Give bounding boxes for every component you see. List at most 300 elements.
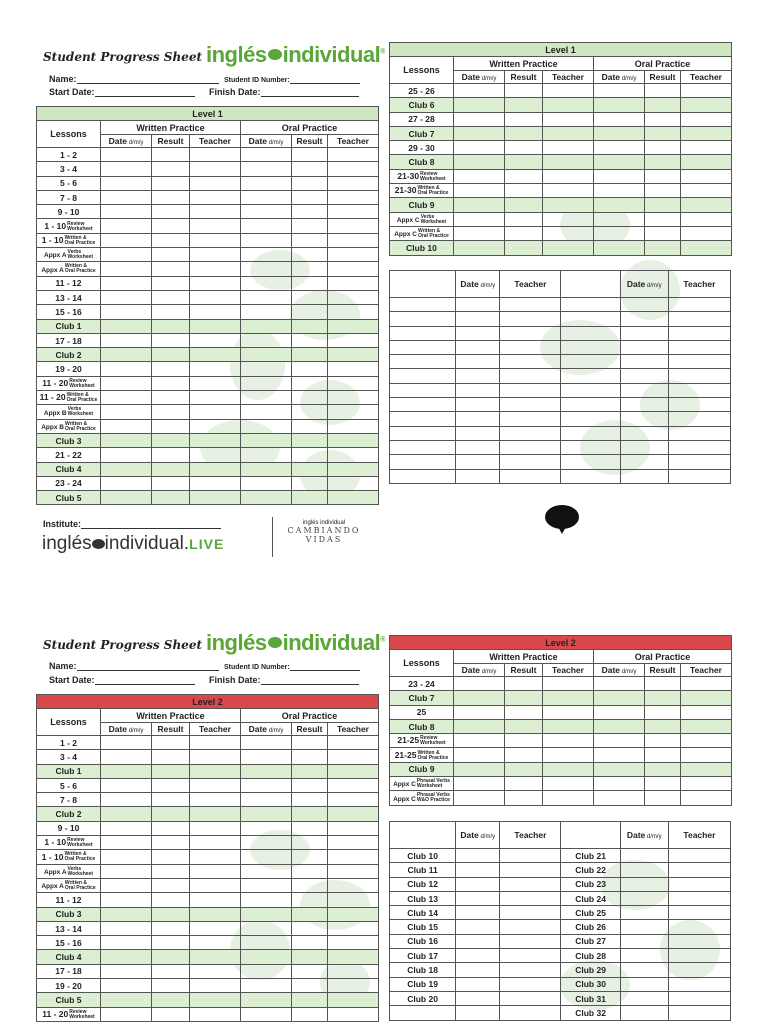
entry-cell[interactable]	[241, 148, 292, 162]
entry-cell[interactable]	[241, 405, 292, 419]
entry-cell[interactable]	[328, 1007, 379, 1021]
entry-cell[interactable]	[152, 850, 190, 864]
entry-cell[interactable]	[292, 764, 328, 778]
entry-cell[interactable]	[190, 993, 241, 1007]
entry-cell[interactable]	[500, 426, 561, 440]
entry-cell[interactable]	[620, 398, 668, 412]
entry-cell[interactable]	[505, 791, 543, 805]
entry-cell[interactable]	[241, 290, 292, 304]
entry-cell[interactable]	[456, 469, 500, 483]
entry-cell[interactable]	[328, 376, 379, 390]
entry-cell[interactable]	[645, 748, 681, 762]
finish-date-field[interactable]	[209, 87, 359, 97]
entry-cell[interactable]	[500, 469, 561, 483]
entry-cell[interactable]	[241, 205, 292, 219]
entry-cell[interactable]	[101, 391, 152, 405]
entry-cell[interactable]	[152, 362, 190, 376]
entry-cell[interactable]	[645, 98, 681, 112]
entry-cell[interactable]	[152, 262, 190, 276]
entry-cell[interactable]	[101, 162, 152, 176]
entry-cell[interactable]	[152, 893, 190, 907]
entry-cell[interactable]	[668, 977, 730, 991]
entry-cell[interactable]	[620, 963, 668, 977]
entry-cell[interactable]	[152, 921, 190, 935]
entry-cell[interactable]	[101, 778, 152, 792]
entry-cell[interactable]	[328, 348, 379, 362]
entry-cell[interactable]	[505, 84, 543, 98]
entry-cell[interactable]	[454, 141, 505, 155]
entry-cell[interactable]	[190, 419, 241, 433]
entry-cell[interactable]	[241, 893, 292, 907]
entry-cell[interactable]	[152, 176, 190, 190]
entry-cell[interactable]	[292, 964, 328, 978]
entry-cell[interactable]	[328, 162, 379, 176]
entry-cell[interactable]	[101, 405, 152, 419]
entry-cell[interactable]	[500, 949, 561, 963]
entry-cell[interactable]	[152, 836, 190, 850]
entry-cell[interactable]	[190, 276, 241, 290]
entry-cell[interactable]	[152, 1007, 190, 1021]
entry-cell[interactable]	[190, 1007, 241, 1021]
entry-cell[interactable]	[152, 462, 190, 476]
entry-cell[interactable]	[241, 993, 292, 1007]
entry-cell[interactable]	[681, 112, 732, 126]
entry-cell[interactable]	[500, 383, 561, 397]
entry-cell[interactable]	[152, 276, 190, 290]
entry-cell[interactable]	[241, 964, 292, 978]
entry-cell[interactable]	[594, 691, 645, 705]
entry-cell[interactable]	[500, 920, 561, 934]
entry-cell[interactable]	[292, 176, 328, 190]
entry-cell[interactable]	[500, 326, 561, 340]
entry-cell[interactable]	[152, 190, 190, 204]
entry-cell[interactable]	[241, 864, 292, 878]
entry-cell[interactable]	[190, 907, 241, 921]
entry-cell[interactable]	[543, 691, 594, 705]
entry-cell[interactable]	[241, 736, 292, 750]
entry-cell[interactable]	[500, 312, 561, 326]
entry-cell[interactable]	[328, 462, 379, 476]
entry-cell[interactable]	[328, 836, 379, 850]
entry-cell[interactable]	[681, 777, 732, 791]
entry-cell[interactable]	[681, 141, 732, 155]
entry-cell[interactable]	[500, 298, 561, 312]
entry-cell[interactable]	[241, 276, 292, 290]
entry-cell[interactable]	[681, 98, 732, 112]
entry-cell[interactable]	[620, 863, 668, 877]
entry-cell[interactable]	[292, 219, 328, 233]
entry-cell[interactable]	[543, 719, 594, 733]
entry-cell[interactable]	[101, 433, 152, 447]
entry-cell[interactable]	[668, 849, 730, 863]
entry-cell[interactable]	[668, 877, 730, 891]
entry-cell[interactable]	[152, 936, 190, 950]
entry-cell[interactable]	[241, 319, 292, 333]
entry-cell[interactable]	[681, 226, 732, 240]
entry-cell[interactable]	[101, 290, 152, 304]
finish-date-field-2[interactable]	[209, 675, 359, 685]
entry-cell[interactable]	[456, 455, 500, 469]
entry-cell[interactable]	[241, 348, 292, 362]
entry-cell[interactable]	[505, 762, 543, 776]
entry-cell[interactable]	[668, 963, 730, 977]
student-id-field[interactable]	[224, 75, 360, 84]
entry-cell[interactable]	[292, 491, 328, 505]
entry-cell[interactable]	[543, 791, 594, 805]
entry-cell[interactable]	[190, 979, 241, 993]
entry-cell[interactable]	[328, 807, 379, 821]
entry-cell[interactable]	[681, 169, 732, 183]
entry-cell[interactable]	[505, 212, 543, 226]
entry-cell[interactable]	[292, 736, 328, 750]
entry-cell[interactable]	[645, 155, 681, 169]
entry-cell[interactable]	[101, 448, 152, 462]
entry-cell[interactable]	[668, 920, 730, 934]
entry-cell[interactable]	[101, 979, 152, 993]
entry-cell[interactable]	[152, 993, 190, 1007]
entry-cell[interactable]	[292, 419, 328, 433]
entry-cell[interactable]	[456, 298, 500, 312]
entry-cell[interactable]	[101, 936, 152, 950]
entry-cell[interactable]	[190, 850, 241, 864]
entry-cell[interactable]	[328, 448, 379, 462]
entry-cell[interactable]	[152, 736, 190, 750]
entry-cell[interactable]	[328, 205, 379, 219]
entry-cell[interactable]	[454, 212, 505, 226]
entry-cell[interactable]	[543, 98, 594, 112]
entry-cell[interactable]	[505, 748, 543, 762]
entry-cell[interactable]	[500, 355, 561, 369]
entry-cell[interactable]	[190, 736, 241, 750]
entry-cell[interactable]	[190, 219, 241, 233]
entry-cell[interactable]	[456, 877, 500, 891]
entry-cell[interactable]	[241, 936, 292, 950]
entry-cell[interactable]	[456, 398, 500, 412]
entry-cell[interactable]	[668, 863, 730, 877]
entry-cell[interactable]	[454, 184, 505, 198]
entry-cell[interactable]	[645, 777, 681, 791]
entry-cell[interactable]	[620, 949, 668, 963]
entry-cell[interactable]	[101, 376, 152, 390]
entry-cell[interactable]	[328, 950, 379, 964]
entry-cell[interactable]	[594, 184, 645, 198]
entry-cell[interactable]	[454, 748, 505, 762]
entry-cell[interactable]	[241, 950, 292, 964]
entry-cell[interactable]	[505, 198, 543, 212]
entry-cell[interactable]	[328, 964, 379, 978]
entry-cell[interactable]	[620, 849, 668, 863]
entry-cell[interactable]	[505, 169, 543, 183]
entry-cell[interactable]	[152, 979, 190, 993]
entry-cell[interactable]	[152, 793, 190, 807]
entry-cell[interactable]	[241, 850, 292, 864]
entry-cell[interactable]	[328, 405, 379, 419]
entry-cell[interactable]	[328, 921, 379, 935]
entry-cell[interactable]	[543, 226, 594, 240]
entry-cell[interactable]	[328, 262, 379, 276]
entry-cell[interactable]	[241, 907, 292, 921]
entry-cell[interactable]	[328, 148, 379, 162]
entry-cell[interactable]	[505, 184, 543, 198]
entry-cell[interactable]	[101, 262, 152, 276]
entry-cell[interactable]	[456, 963, 500, 977]
entry-cell[interactable]	[328, 433, 379, 447]
entry-cell[interactable]	[645, 212, 681, 226]
entry-cell[interactable]	[241, 305, 292, 319]
entry-cell[interactable]	[594, 241, 645, 255]
institute-field[interactable]	[43, 519, 221, 529]
entry-cell[interactable]	[152, 233, 190, 247]
entry-cell[interactable]	[456, 934, 500, 948]
start-date-field[interactable]	[49, 87, 195, 97]
entry-cell[interactable]	[241, 836, 292, 850]
entry-cell[interactable]	[190, 305, 241, 319]
entry-cell[interactable]	[101, 205, 152, 219]
entry-cell[interactable]	[681, 155, 732, 169]
entry-cell[interactable]	[328, 821, 379, 835]
entry-cell[interactable]	[456, 426, 500, 440]
entry-cell[interactable]	[101, 878, 152, 892]
entry-cell[interactable]	[594, 705, 645, 719]
entry-cell[interactable]	[292, 864, 328, 878]
entry-cell[interactable]	[500, 863, 561, 877]
entry-cell[interactable]	[328, 793, 379, 807]
entry-cell[interactable]	[505, 677, 543, 691]
entry-cell[interactable]	[543, 184, 594, 198]
entry-cell[interactable]	[152, 248, 190, 262]
entry-cell[interactable]	[645, 184, 681, 198]
entry-cell[interactable]	[505, 141, 543, 155]
entry-cell[interactable]	[190, 936, 241, 950]
entry-cell[interactable]	[190, 391, 241, 405]
entry-cell[interactable]	[292, 878, 328, 892]
entry-cell[interactable]	[645, 84, 681, 98]
entry-cell[interactable]	[454, 777, 505, 791]
entry-cell[interactable]	[292, 248, 328, 262]
entry-cell[interactable]	[190, 950, 241, 964]
entry-cell[interactable]	[328, 750, 379, 764]
entry-cell[interactable]	[292, 190, 328, 204]
entry-cell[interactable]	[454, 719, 505, 733]
entry-cell[interactable]	[152, 290, 190, 304]
entry-cell[interactable]	[101, 419, 152, 433]
entry-cell[interactable]	[101, 850, 152, 864]
entry-cell[interactable]	[645, 198, 681, 212]
entry-cell[interactable]	[543, 84, 594, 98]
entry-cell[interactable]	[101, 907, 152, 921]
entry-cell[interactable]	[454, 126, 505, 140]
entry-cell[interactable]	[454, 691, 505, 705]
entry-cell[interactable]	[668, 440, 730, 454]
entry-cell[interactable]	[620, 469, 668, 483]
entry-cell[interactable]	[454, 169, 505, 183]
entry-cell[interactable]	[101, 333, 152, 347]
entry-cell[interactable]	[328, 907, 379, 921]
entry-cell[interactable]	[101, 148, 152, 162]
entry-cell[interactable]	[101, 893, 152, 907]
entry-cell[interactable]	[543, 748, 594, 762]
name-field[interactable]	[49, 74, 219, 84]
entry-cell[interactable]	[620, 355, 668, 369]
entry-cell[interactable]	[241, 462, 292, 476]
entry-cell[interactable]	[328, 190, 379, 204]
entry-cell[interactable]	[152, 205, 190, 219]
entry-cell[interactable]	[190, 162, 241, 176]
entry-cell[interactable]	[645, 691, 681, 705]
entry-cell[interactable]	[681, 184, 732, 198]
entry-cell[interactable]	[668, 312, 730, 326]
entry-cell[interactable]	[241, 362, 292, 376]
entry-cell[interactable]	[152, 333, 190, 347]
entry-cell[interactable]	[190, 964, 241, 978]
entry-cell[interactable]	[292, 376, 328, 390]
entry-cell[interactable]	[456, 949, 500, 963]
entry-cell[interactable]	[292, 319, 328, 333]
entry-cell[interactable]	[292, 993, 328, 1007]
entry-cell[interactable]	[292, 448, 328, 462]
entry-cell[interactable]	[101, 190, 152, 204]
entry-cell[interactable]	[190, 836, 241, 850]
entry-cell[interactable]	[241, 476, 292, 490]
entry-cell[interactable]	[456, 440, 500, 454]
entry-cell[interactable]	[500, 455, 561, 469]
entry-cell[interactable]	[190, 262, 241, 276]
entry-cell[interactable]	[543, 677, 594, 691]
entry-cell[interactable]	[328, 764, 379, 778]
entry-cell[interactable]	[328, 476, 379, 490]
entry-cell[interactable]	[190, 433, 241, 447]
entry-cell[interactable]	[500, 440, 561, 454]
entry-cell[interactable]	[454, 226, 505, 240]
entry-cell[interactable]	[668, 906, 730, 920]
entry-cell[interactable]	[190, 333, 241, 347]
entry-cell[interactable]	[190, 864, 241, 878]
entry-cell[interactable]	[681, 705, 732, 719]
entry-cell[interactable]	[505, 691, 543, 705]
entry-cell[interactable]	[190, 476, 241, 490]
entry-cell[interactable]	[152, 807, 190, 821]
entry-cell[interactable]	[292, 148, 328, 162]
entry-cell[interactable]	[101, 476, 152, 490]
entry-cell[interactable]	[454, 98, 505, 112]
entry-cell[interactable]	[152, 148, 190, 162]
entry-cell[interactable]	[543, 112, 594, 126]
entry-cell[interactable]	[500, 398, 561, 412]
entry-cell[interactable]	[152, 950, 190, 964]
entry-cell[interactable]	[328, 290, 379, 304]
entry-cell[interactable]	[328, 736, 379, 750]
entry-cell[interactable]	[152, 907, 190, 921]
entry-cell[interactable]	[594, 212, 645, 226]
entry-cell[interactable]	[328, 936, 379, 950]
entry-cell[interactable]	[505, 98, 543, 112]
entry-cell[interactable]	[152, 476, 190, 490]
entry-cell[interactable]	[292, 893, 328, 907]
entry-cell[interactable]	[101, 750, 152, 764]
entry-cell[interactable]	[500, 906, 561, 920]
entry-cell[interactable]	[190, 348, 241, 362]
entry-cell[interactable]	[190, 821, 241, 835]
entry-cell[interactable]	[328, 319, 379, 333]
entry-cell[interactable]	[292, 979, 328, 993]
entry-cell[interactable]	[594, 734, 645, 748]
entry-cell[interactable]	[505, 734, 543, 748]
entry-cell[interactable]	[594, 762, 645, 776]
entry-cell[interactable]	[190, 376, 241, 390]
entry-cell[interactable]	[190, 491, 241, 505]
entry-cell[interactable]	[668, 455, 730, 469]
entry-cell[interactable]	[292, 850, 328, 864]
entry-cell[interactable]	[292, 276, 328, 290]
entry-cell[interactable]	[543, 212, 594, 226]
entry-cell[interactable]	[101, 462, 152, 476]
entry-cell[interactable]	[543, 762, 594, 776]
entry-cell[interactable]	[645, 126, 681, 140]
entry-cell[interactable]	[645, 112, 681, 126]
entry-cell[interactable]	[328, 176, 379, 190]
entry-cell[interactable]	[328, 233, 379, 247]
entry-cell[interactable]	[668, 469, 730, 483]
entry-cell[interactable]	[292, 433, 328, 447]
entry-cell[interactable]	[152, 391, 190, 405]
entry-cell[interactable]	[101, 176, 152, 190]
entry-cell[interactable]	[101, 821, 152, 835]
entry-cell[interactable]	[456, 906, 500, 920]
entry-cell[interactable]	[190, 807, 241, 821]
entry-cell[interactable]	[620, 326, 668, 340]
entry-cell[interactable]	[645, 791, 681, 805]
entry-cell[interactable]	[594, 98, 645, 112]
entry-cell[interactable]	[454, 241, 505, 255]
entry-cell[interactable]	[456, 340, 500, 354]
entry-cell[interactable]	[292, 405, 328, 419]
entry-cell[interactable]	[292, 391, 328, 405]
entry-cell[interactable]	[668, 412, 730, 426]
entry-cell[interactable]	[190, 764, 241, 778]
entry-cell[interactable]	[241, 1007, 292, 1021]
entry-cell[interactable]	[101, 993, 152, 1007]
entry-cell[interactable]	[328, 864, 379, 878]
entry-cell[interactable]	[454, 677, 505, 691]
entry-cell[interactable]	[594, 169, 645, 183]
entry-cell[interactable]	[101, 305, 152, 319]
entry-cell[interactable]	[543, 169, 594, 183]
entry-cell[interactable]	[645, 734, 681, 748]
entry-cell[interactable]	[645, 762, 681, 776]
entry-cell[interactable]	[241, 333, 292, 347]
entry-cell[interactable]	[241, 162, 292, 176]
entry-cell[interactable]	[543, 198, 594, 212]
entry-cell[interactable]	[152, 405, 190, 419]
entry-cell[interactable]	[681, 719, 732, 733]
entry-cell[interactable]	[292, 362, 328, 376]
entry-cell[interactable]	[668, 426, 730, 440]
entry-cell[interactable]	[500, 369, 561, 383]
entry-cell[interactable]	[190, 878, 241, 892]
entry-cell[interactable]	[505, 705, 543, 719]
entry-cell[interactable]	[292, 821, 328, 835]
entry-cell[interactable]	[292, 778, 328, 792]
entry-cell[interactable]	[543, 777, 594, 791]
entry-cell[interactable]	[241, 391, 292, 405]
entry-cell[interactable]	[456, 991, 500, 1005]
entry-cell[interactable]	[152, 491, 190, 505]
entry-cell[interactable]	[620, 412, 668, 426]
entry-cell[interactable]	[101, 950, 152, 964]
entry-cell[interactable]	[454, 198, 505, 212]
entry-cell[interactable]	[500, 977, 561, 991]
entry-cell[interactable]	[101, 491, 152, 505]
